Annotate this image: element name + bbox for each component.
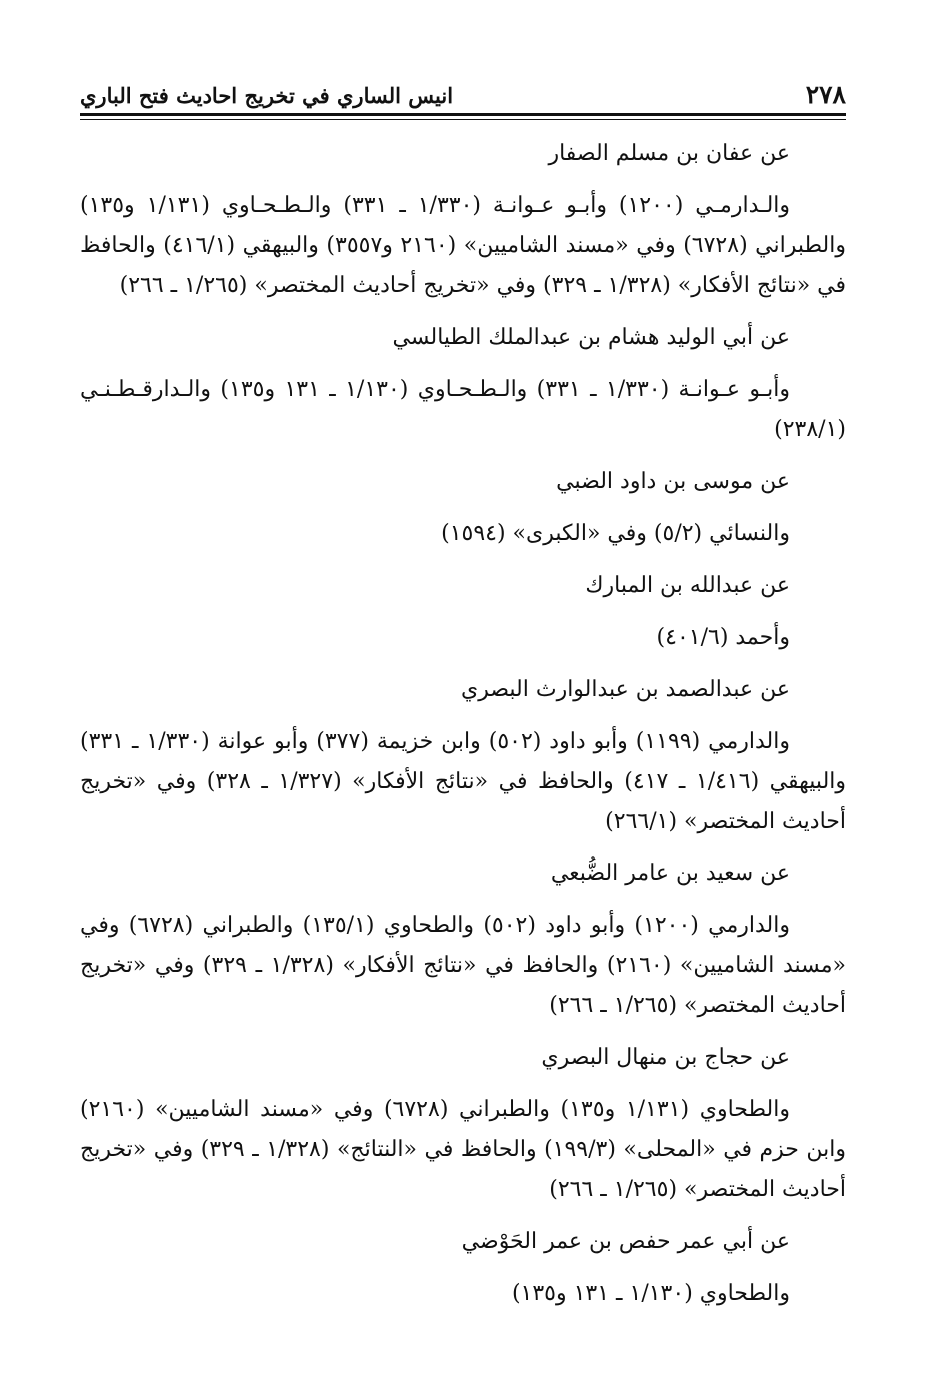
source-paragraph: والطحاوي (١/١٣١ و١٣٥) والطبراني (٦٧٢٨) وفي «مسند الشاميين» (٢١٦٠) وابن حزم في «المحلى» (١٩٩/٣) والحافظ في «النتائج» (١/٣٢٨ ـ ٣٢٩) وفي «تخريج أحاديث المختصر» (١/٢٦٥ ـ ٢٦٦) [80, 1097, 846, 1202]
narrator-line: عن عفان بن مسلم الصفار [548, 141, 790, 166]
source-paragraph: والـدارمـي (١٢٠٠) وأبـو عـوانـة (١/٣٣٠ ـ ٣٣١) والـطـحـاوي (١/١٣١ و١٣٥) والطبراني (٦٧٢٨) وفي «مسند الشاميين» (٢١٦٠ و٣٥٥٧) والبيهقي (٤١٦/١) والحافظ في «نتائج الأفكار» (١/٣٢٨ ـ ٣٢٩) وفي «تخريج أحاديث المختصر» (١/٢٦٥ ـ ٢٦٦) [80, 193, 846, 298]
narrator-line: عن عبدالصمد بن عبدالوارث البصري [460, 677, 790, 702]
narrator-line: عن عبدالله بن المبارك [585, 573, 790, 598]
source-paragraph: والطحاوي (١/١٣٠ ـ ١٣١ و١٣٥) [511, 1281, 790, 1306]
header-rule-thick [80, 113, 846, 116]
narrator-line: عن أبي الوليد هشام بن عبدالملك الطيالسي [392, 325, 790, 350]
page-header [80, 76, 846, 116]
source-paragraph: والدارمي (١١٩٩) وأبو داود (٥٠٢) وابن خزيمة (٣٧٧) وأبو عوانة (١/٣٣٠ ـ ٣٣١) والبيهقي (١/٤١٦ ـ ٤١٧) والحافظ في «نتائج الأفكار» (١/٣٢٧ ـ ٣٢٨) وفي «تخريج أحاديث المختصر» (٢٦٦/١) [80, 729, 847, 834]
narrator-line: عن موسى بن داود الضبي [556, 469, 790, 494]
source-paragraph: وأحمد (٤٠١/٦) [656, 625, 790, 650]
narrator-line: عن حجاج بن منهال البصري [541, 1045, 790, 1070]
narrator-line: عن أبي عمر حفص بن عمر الحَوْضي [461, 1229, 790, 1254]
source-paragraph: والدارمي (١٢٠٠) وأبو داود (٥٠٢) والطحاوي (١٣٥/١) والطبراني (٦٧٢٨) وفي «مسند الشاميين» (٢١٦٠) والحافظ في «نتائج الأفكار» (١/٣٢٨ ـ ٣٢٩) وفي «تخريج أحاديث المختصر» (١/٢٦٥ ـ ٢٦٦) [80, 913, 846, 1018]
page-body [80, 134, 846, 1326]
header-rule-thin [80, 119, 846, 120]
narrator-line: عن سعيد بن عامر الضُّبعي [550, 861, 790, 886]
running-title: انيس الساري في تخريج احاديث فتح الباري [80, 83, 454, 108]
source-paragraph: وأبـو عـوانـة (١/٣٣٠ ـ ٣٣١) والـطـحـاوي (١/١٣٠ ـ ١٣١ و١٣٥) والـدارقـطـنـي (٢٣٨/١) [80, 377, 846, 442]
source-paragraph: والنسائي (٥/٢) وفي «الكبرى» (١٥٩٤) [441, 521, 790, 546]
page-number: ٢٧٨ [805, 80, 846, 109]
